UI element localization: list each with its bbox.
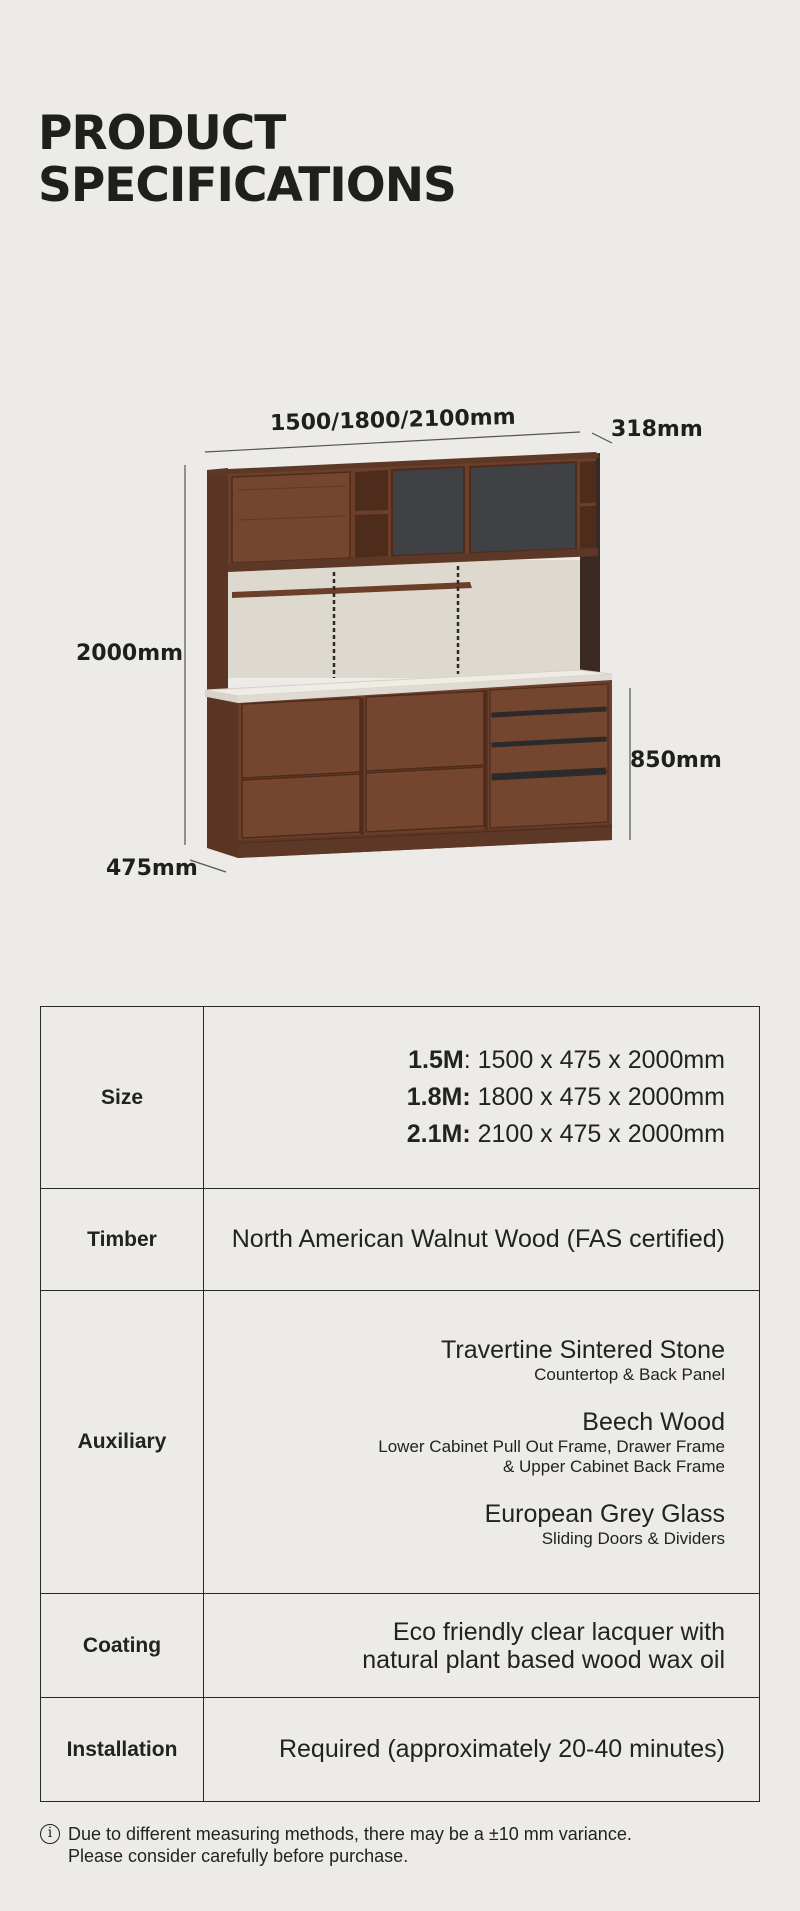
spec-row-coating [41, 1594, 760, 1698]
size-line-2 [205, 1079, 725, 1116]
aux-item [205, 1335, 725, 1385]
spec-value-installation: Required (approximately 20-40 minutes) [204, 1698, 760, 1802]
lower-height-dimension-label: 850mm [630, 748, 722, 773]
size-model-1: 1.5M [408, 1046, 464, 1074]
info-icon: i [40, 1824, 60, 1844]
spec-label-timber: Timber [41, 1189, 204, 1291]
size-value-2: 1800 x 475 x 2000mm [470, 1083, 725, 1111]
aux-item-sub: Countertop & Back Panel [534, 1365, 725, 1384]
drawer-4 [490, 772, 608, 828]
spec-row-size [41, 1007, 760, 1189]
width-dimension-label: 1500/1800/2100mm [269, 404, 516, 437]
lower-door-2 [242, 774, 360, 838]
disclaimer-text [68, 1823, 632, 1867]
aux-item [205, 1407, 725, 1477]
spec-row-installation [41, 1698, 760, 1802]
spec-row-timber [41, 1189, 760, 1291]
size-value-1: 1500 x 475 x 2000mm [470, 1046, 725, 1074]
size-model-3: 2.1M: [406, 1120, 471, 1148]
spec-label-coating: Coating [41, 1594, 204, 1698]
grey-glass-door-left [392, 467, 464, 556]
size-value-3: 2100 x 475 x 2000mm [470, 1120, 725, 1148]
depth-bottom-dimension-label: 475mm [106, 856, 198, 881]
size-line-3 [205, 1116, 725, 1153]
size-sep-1: : [463, 1046, 471, 1074]
lower-door-4 [366, 767, 484, 832]
aux-item-title: Beech Wood [582, 1408, 725, 1436]
width-dimension-line [205, 432, 580, 452]
disclaimer-line-2: Please consider carefully before purchase. [68, 1846, 409, 1866]
spec-value-coating [204, 1594, 760, 1698]
title-line-2: SPECIFICATIONS [38, 158, 456, 213]
spec-label-installation: Installation [41, 1698, 204, 1802]
upper-wood-door [232, 472, 350, 563]
aux-item-title: European Grey Glass [484, 1500, 725, 1528]
aux-item-sub: Lower Cabinet Pull Out Frame, Drawer Frame [378, 1437, 725, 1456]
spec-row-auxiliary [41, 1291, 760, 1594]
spec-value-auxiliary [204, 1291, 760, 1594]
aux-item [205, 1499, 725, 1549]
spec-value-size [204, 1007, 760, 1189]
disclaimer-line-1: Due to different measuring methods, there may be a ±10 mm variance. [68, 1824, 632, 1844]
size-line-1 [205, 1042, 725, 1079]
coating-line-1: Eco friendly clear lacquer with [392, 1617, 725, 1646]
lower-door-1 [242, 698, 360, 778]
spec-table [40, 1006, 760, 1802]
depth-top-dimension-line [592, 433, 612, 443]
aux-item-title: Travertine Sintered Stone [441, 1336, 725, 1364]
spec-label-auxiliary: Auxiliary [41, 1291, 204, 1594]
aux-item-sub: & Upper Cabinet Back Frame [502, 1457, 725, 1476]
aux-item-sub: Sliding Doors & Dividers [541, 1529, 725, 1548]
size-model-2: 1.8M: [406, 1083, 471, 1111]
title-line-1: PRODUCT [38, 106, 286, 161]
height-dimension-label: 2000mm [76, 641, 184, 666]
spec-value-timber: North American Walnut Wood (FAS certified) [204, 1189, 760, 1291]
disclaimer-note [40, 1823, 632, 1867]
coating-line-2: natural plant based wood wax oil [362, 1645, 725, 1674]
cabinet-left-side [207, 468, 228, 692]
spec-label-size: Size [41, 1007, 204, 1189]
lower-door-3 [366, 691, 484, 771]
grey-glass-door-right [470, 462, 576, 553]
depth-top-dimension-label: 318mm [611, 417, 703, 442]
